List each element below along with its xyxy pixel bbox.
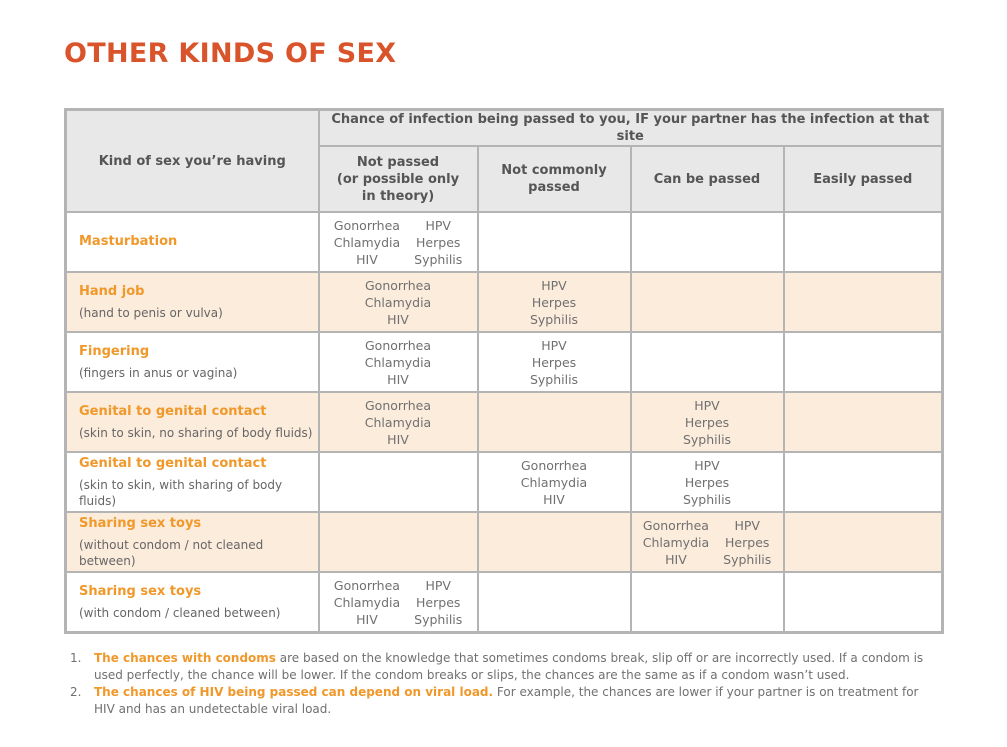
kind-title: Genital to genital contact: [79, 404, 267, 419]
infection-cell: [784, 272, 943, 332]
infection-cell: [319, 392, 478, 452]
kind-cell: [66, 272, 319, 332]
infection-name: Herpes: [684, 474, 730, 490]
infection-name: Chlamydia: [333, 234, 401, 250]
infection-name: Gonorrhea: [364, 337, 431, 353]
infection-cell: [319, 212, 478, 272]
kind-description: (hand to penis or vulva): [79, 306, 223, 320]
column-header-not-passed: Not passed (or possible only in theory): [319, 146, 478, 212]
table-row: [66, 332, 943, 392]
infection-cell: [784, 212, 943, 272]
infection-name: Chlamydia: [520, 474, 588, 490]
infection-cell: [478, 512, 631, 572]
kind-title: Hand job: [79, 284, 145, 299]
infection-name: Syphilis: [682, 431, 732, 447]
footnote: [70, 684, 940, 718]
infection-name: Gonorrhea: [642, 517, 709, 533]
footnote-bold: The chances of HIV being passed can depend on viral load.: [94, 685, 494, 699]
table-row: [66, 392, 943, 452]
infection-name: HIV: [665, 551, 687, 567]
infection-name: Syphilis: [723, 551, 772, 567]
infection-name: HIV: [387, 311, 409, 327]
infection-name: HIV: [543, 491, 565, 507]
table-row: [66, 212, 943, 272]
kind-cell: [66, 332, 319, 392]
table-row: [66, 512, 943, 572]
infection-name: HPV: [425, 217, 451, 233]
footnotes: [70, 650, 940, 718]
infection-name: Herpes: [531, 354, 577, 370]
kind-cell: [66, 392, 319, 452]
footnote-text: are based on the knowledge that sometimes condoms break, slip off or are incorrectly used. If a condom is used perfectly, the chance will be lower. If the condom breaks or slips, the chances are the same as if a condom wasn’t used.: [94, 651, 924, 682]
infection-name: HPV: [425, 577, 451, 593]
infection-name: HIV: [387, 431, 409, 447]
infection-cell: [784, 572, 943, 633]
infection-cell: [631, 572, 784, 633]
infection-name: Chlamydia: [642, 534, 710, 550]
infection-name: Chlamydia: [364, 294, 432, 310]
infection-name: Herpes: [725, 534, 770, 550]
infection-name: Herpes: [531, 294, 577, 310]
infection-name: Gonorrhea: [333, 217, 400, 233]
kind-description: (without condom / not cleaned between): [79, 538, 264, 568]
infection-cell: [784, 332, 943, 392]
infection-cell: [631, 392, 784, 452]
infection-cell: [319, 452, 478, 512]
infection-cell: [319, 512, 478, 572]
infection-name: HIV: [387, 371, 409, 387]
kind-description: (skin to skin, no sharing of body fluids): [79, 426, 313, 440]
table-row: [66, 272, 943, 332]
kind-cell: [66, 572, 319, 633]
table-row: [66, 452, 943, 512]
footnote-text: For example, the chances are lower if your partner is on treatment for HIV and has an undetectable viral load.: [94, 685, 919, 716]
footnote-bold: The chances with condoms: [94, 651, 276, 665]
infection-name: Gonorrhea: [333, 577, 400, 593]
infection-name: Chlamydia: [364, 354, 432, 370]
infection-cell: [631, 212, 784, 272]
infection-cell: [478, 332, 631, 392]
kind-title: Sharing sex toys: [79, 516, 202, 531]
infection-name: HPV: [694, 397, 720, 413]
infection-cell: [319, 332, 478, 392]
column-header-can-be-passed: Can be passed: [631, 146, 784, 212]
infection-name: HIV: [356, 611, 378, 627]
kind-description: (fingers in anus or vagina): [79, 366, 238, 380]
infection-cell: [319, 572, 478, 633]
infection-cell: [478, 452, 631, 512]
column-header-easily-passed: Easily passed: [784, 146, 943, 212]
infection-name: Gonorrhea: [364, 277, 431, 293]
kind-title: Fingering: [79, 344, 150, 359]
infection-risk-table: [64, 108, 944, 634]
infection-cell: [631, 332, 784, 392]
chance-header: Chance of infection being passed to you, IF your partner has the infection at that site: [319, 110, 943, 147]
table-row: [66, 572, 943, 633]
footnote-number: 1.: [70, 651, 82, 665]
infection-cell: [478, 272, 631, 332]
footnote-number: 2.: [70, 685, 82, 699]
kind-description: (with condom / cleaned between): [79, 606, 281, 620]
infection-name: HPV: [541, 277, 567, 293]
infection-name: Herpes: [416, 594, 461, 610]
infection-cell: [319, 272, 478, 332]
kind-cell: [66, 212, 319, 272]
infection-cell: [631, 452, 784, 512]
infection-cell: [631, 272, 784, 332]
infection-name: Gonorrhea: [520, 457, 587, 473]
column-header-not-commonly-passed: Not commonly passed: [478, 146, 631, 212]
infection-cell: [478, 572, 631, 633]
infection-cell: [784, 512, 943, 572]
infection-name: Syphilis: [682, 491, 732, 507]
infection-name: Syphilis: [414, 611, 463, 627]
footnote: [70, 650, 940, 684]
infection-cell: [478, 392, 631, 452]
kind-header: Kind of sex you’re having: [66, 110, 319, 213]
kind-cell: [66, 512, 319, 572]
infection-name: Herpes: [684, 414, 730, 430]
infection-name: Gonorrhea: [364, 397, 431, 413]
infection-name: HPV: [541, 337, 567, 353]
kind-title: Masturbation: [79, 234, 178, 249]
infection-name: Syphilis: [414, 251, 463, 267]
infection-name: HPV: [734, 517, 760, 533]
infection-name: HIV: [356, 251, 378, 267]
infection-name: Syphilis: [529, 371, 579, 387]
infection-name: Syphilis: [529, 311, 579, 327]
kind-title: Sharing sex toys: [79, 584, 202, 599]
infection-name: HPV: [694, 457, 720, 473]
kind-cell: [66, 452, 319, 512]
infection-name: Chlamydia: [333, 594, 401, 610]
page-title: OTHER KINDS OF SEX: [64, 38, 397, 69]
infection-name: Chlamydia: [364, 414, 432, 430]
infection-cell: [784, 392, 943, 452]
infection-cell: [631, 512, 784, 572]
kind-description: (skin to skin, with sharing of body fluids): [79, 478, 283, 508]
infection-name: Herpes: [416, 234, 461, 250]
infection-cell: [478, 212, 631, 272]
infection-cell: [784, 452, 943, 512]
kind-title: Genital to genital contact: [79, 456, 267, 471]
